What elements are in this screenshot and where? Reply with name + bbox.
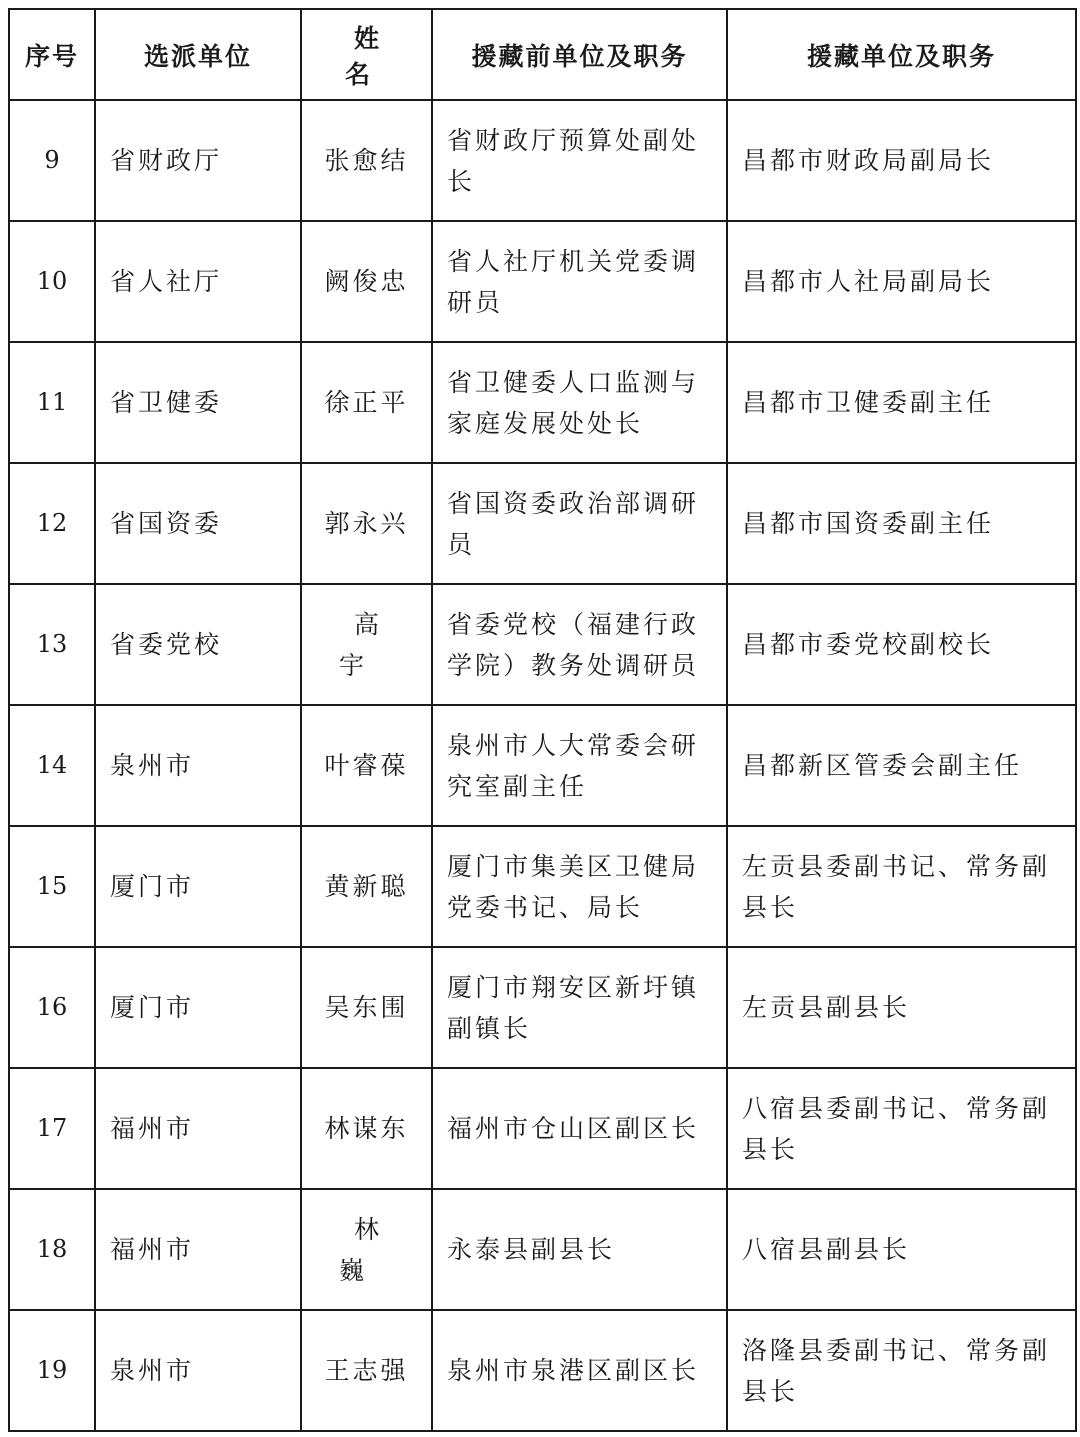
table-row [9,826,1076,947]
cell-tibet-post: 昌都新区管委会副主任 [727,705,1076,826]
cell-tibet-post: 昌都市人社局副局长 [727,221,1076,342]
table-row [9,584,1076,705]
cell-unit: 厦门市 [95,826,301,947]
header-prev-post: 援藏前单位及职务 [432,9,727,100]
cell-num: 16 [9,947,95,1068]
table-row [9,1189,1076,1310]
cell-prev-post: 福州市仓山区副区长 [432,1068,727,1189]
cell-name: 王志强 [301,1310,432,1431]
cell-tibet-post: 八宿县委副书记、常务副县长 [727,1068,1076,1189]
cell-num: 15 [9,826,95,947]
cell-num: 12 [9,463,95,584]
cell-prev-post: 省财政厅预算处副处长 [432,100,727,221]
cell-name: 张愈结 [301,100,432,221]
cell-prev-post: 厦门市集美区卫健局党委书记、局长 [432,826,727,947]
cell-name: 黄新聪 [301,826,432,947]
cell-tibet-post: 昌都市卫健委副主任 [727,342,1076,463]
header-tibet-post: 援藏单位及职务 [727,9,1076,100]
cell-tibet-post: 左贡县委副书记、常务副县长 [727,826,1076,947]
cell-name: 阙俊忠 [301,221,432,342]
header-num: 序号 [9,9,95,100]
cell-prev-post: 泉州市泉港区副区长 [432,1310,727,1431]
cell-num: 11 [9,342,95,463]
table-row [9,947,1076,1068]
table-row [9,221,1076,342]
cell-tibet-post: 八宿县副县长 [727,1189,1076,1310]
cell-num: 13 [9,584,95,705]
cell-name: 徐正平 [301,342,432,463]
cell-name: 高宇 [301,584,432,705]
cell-prev-post: 省人社厅机关党委调研员 [432,221,727,342]
table-row [9,342,1076,463]
cell-unit: 省委党校 [95,584,301,705]
cell-tibet-post: 昌都市财政局副局长 [727,100,1076,221]
table-row [9,463,1076,584]
table-row [9,705,1076,826]
cell-prev-post: 永泰县副县长 [432,1189,727,1310]
header-unit: 选派单位 [95,9,301,100]
cell-unit: 泉州市 [95,1310,301,1431]
cell-num: 18 [9,1189,95,1310]
cell-tibet-post: 洛隆县委副书记、常务副县长 [727,1310,1076,1431]
cell-unit: 省人社厅 [95,221,301,342]
table-row [9,1068,1076,1189]
cell-unit: 泉州市 [95,705,301,826]
cell-num: 9 [9,100,95,221]
cell-prev-post: 省委党校（福建行政学院）教务处调研员 [432,584,727,705]
cell-name: 林谋东 [301,1068,432,1189]
cell-name: 郭永兴 [301,463,432,584]
cell-tibet-post: 昌都市国资委副主任 [727,463,1076,584]
cell-unit: 省卫健委 [95,342,301,463]
cell-prev-post: 省卫健委人口监测与家庭发展处处长 [432,342,727,463]
cell-unit: 福州市 [95,1068,301,1189]
cell-prev-post: 泉州市人大常委会研究室副主任 [432,705,727,826]
cell-unit: 福州市 [95,1189,301,1310]
cell-prev-post: 厦门市翔安区新圩镇副镇长 [432,947,727,1068]
cell-unit: 省财政厅 [95,100,301,221]
cell-num: 14 [9,705,95,826]
table-row [9,100,1076,221]
cell-name: 叶睿葆 [301,705,432,826]
cell-prev-post: 省国资委政治部调研员 [432,463,727,584]
cell-num: 10 [9,221,95,342]
cell-name: 林巍 [301,1189,432,1310]
cell-unit: 省国资委 [95,463,301,584]
cell-tibet-post: 左贡县副县长 [727,947,1076,1068]
table-header-row [9,9,1076,100]
cell-num: 17 [9,1068,95,1189]
personnel-table [8,8,1077,1432]
cell-num: 19 [9,1310,95,1431]
cell-tibet-post: 昌都市委党校副校长 [727,584,1076,705]
table-row [9,1310,1076,1431]
cell-name: 吴东围 [301,947,432,1068]
cell-unit: 厦门市 [95,947,301,1068]
header-name: 姓 名 [301,9,432,100]
